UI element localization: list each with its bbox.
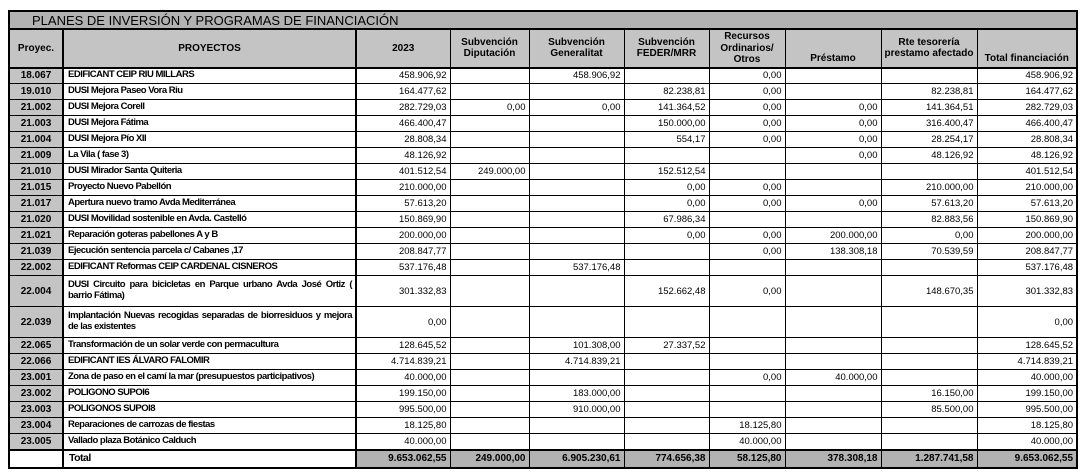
table-row [9,386,1077,402]
amount-cell [709,354,785,370]
amount-cell: 18.125,80 [709,418,785,434]
amount-cell: 82.238,81 [624,84,709,100]
amount-cell [529,276,624,307]
project-code: 19.010 [9,84,63,100]
amount-cell: 40.000,00 [977,370,1077,386]
amount-cell [881,164,977,180]
project-code: 23.002 [9,386,63,402]
amount-cell: 0,00 [709,132,785,148]
project-code: 21.009 [9,148,63,164]
amount-cell [529,84,624,100]
amount-cell: 282.729,03 [356,100,450,116]
amount-cell: 28.254,17 [881,132,977,148]
amount-cell: 210.000,00 [356,180,450,196]
project-name: Reparaciones de carrozas de fiestas [63,418,356,434]
amount-cell: 40.000,00 [356,434,450,450]
table-row [9,228,1077,244]
amount-cell: 152.662,48 [624,276,709,307]
project-code: 22.065 [9,338,63,354]
amount-cell [529,116,624,132]
project-name: La Vila ( fase 3) [63,148,356,164]
amount-cell: 0,00 [785,100,881,116]
project-name: EDIFICANT Reformas CEIP CARDENAL CISNEROS [63,260,356,276]
amount-cell [881,338,977,354]
amount-cell [881,68,977,84]
project-name: DUSI Mirador Santa Quiteria [63,164,356,180]
amount-cell: 150.869,90 [977,212,1077,228]
amount-cell [450,370,529,386]
amount-cell [529,212,624,228]
amount-cell [785,180,881,196]
amount-cell [881,260,977,276]
amount-cell [624,386,709,402]
amount-cell [785,338,881,354]
project-code: 21.004 [9,132,63,148]
project-name: Apertura nuevo tramo Avda Mediterránea [63,196,356,212]
amount-cell: 0,00 [450,100,529,116]
amount-cell: 537.176,48 [529,260,624,276]
amount-cell: 199.150,00 [356,386,450,402]
total-financiacion: 9.653.062,55 [977,450,1077,468]
amount-cell: 18.125,80 [356,418,450,434]
amount-cell: 200.000,00 [356,228,450,244]
amount-cell [709,212,785,228]
project-name: Implantación Nuevas recogidas separadas de biorresiduos y mejora de las existentes [63,307,356,338]
project-code: 21.039 [9,244,63,260]
amount-cell: 40.000,00 [785,370,881,386]
amount-cell [785,68,881,84]
amount-cell: 0,00 [977,307,1077,338]
project-code: 21.020 [9,212,63,228]
amount-cell: 995.500,00 [977,402,1077,418]
col-header-prestamo: Préstamo [785,29,881,68]
amount-cell [450,276,529,307]
amount-cell: 48.126,92 [977,148,1077,164]
amount-cell [450,260,529,276]
table-row [9,196,1077,212]
amount-cell: 152.512,54 [624,164,709,180]
amount-cell: 554,17 [624,132,709,148]
amount-cell: 537.176,48 [356,260,450,276]
amount-cell: 995.500,00 [356,402,450,418]
amount-cell [624,370,709,386]
amount-cell [450,228,529,244]
amount-cell: 458.906,92 [529,68,624,84]
amount-cell: 40.000,00 [977,434,1077,450]
amount-cell [450,386,529,402]
project-name: Vallado plaza Botánico Calduch [63,434,356,450]
project-code: 18.067 [9,68,63,84]
amount-cell: 4.714.839,21 [977,354,1077,370]
amount-cell: 210.000,00 [881,180,977,196]
table-row [9,180,1077,196]
col-header-proyectos: PROYECTOS [63,29,356,68]
project-name: DUSI Mejora Fátima [63,116,356,132]
total-label: Total [63,450,356,468]
col-header-subvencion-feder-mrr: Subvención FEDER/MRR [624,29,709,68]
total-recursos: 58.125,80 [709,450,785,468]
amount-cell: 164.477,62 [356,84,450,100]
project-name: POLIGONO SUPOI6 [63,386,356,402]
amount-cell: 40.000,00 [356,370,450,386]
amount-cell: 148.670,35 [881,276,977,307]
amount-cell [881,307,977,338]
amount-cell [624,68,709,84]
amount-cell: 150.869,90 [356,212,450,228]
amount-cell: 57.613,20 [881,196,977,212]
amount-cell: 0,00 [785,132,881,148]
col-header-proyec: Proyec. [9,29,63,68]
amount-cell: 208.847,77 [356,244,450,260]
table-row [9,148,1077,164]
col-header-subvencion-diputacion: Subvención Diputación [450,29,529,68]
amount-cell [624,148,709,164]
total-feder-mrr: 774.656,38 [624,450,709,468]
amount-cell: 200.000,00 [977,228,1077,244]
table-row [9,100,1077,116]
total-empty-cell [9,450,63,468]
total-rte-tesoreria: 1.287.741,58 [881,450,977,468]
amount-cell: 0,00 [785,148,881,164]
project-code: 23.005 [9,434,63,450]
amount-cell: 141.364,52 [624,100,709,116]
amount-cell: 537.176,48 [977,260,1077,276]
amount-cell [529,180,624,196]
table-row [9,370,1077,386]
amount-cell [624,418,709,434]
amount-cell [785,307,881,338]
project-name: EDIFICANT CEIP RIU MILLARS [63,68,356,84]
amount-cell [529,418,624,434]
table-row [9,244,1077,260]
amount-cell [881,354,977,370]
amount-cell: 0,00 [709,244,785,260]
project-name: DUSI Mejora Pío XII [63,132,356,148]
amount-cell [529,164,624,180]
amount-cell [785,402,881,418]
table-row [9,212,1077,228]
project-code: 21.021 [9,228,63,244]
amount-cell: 0,00 [709,100,785,116]
amount-cell [785,386,881,402]
amount-cell: 0,00 [709,180,785,196]
amount-cell: 27.337,52 [624,338,709,354]
amount-cell: 910.000,00 [529,402,624,418]
total-diputacion: 249.000,00 [450,450,529,468]
project-name: DUSI Circuito para bicicletas en Parque urbano Avda José Ortiz ( barrio Fátima) [63,276,356,307]
amount-cell: 48.126,92 [881,148,977,164]
project-code: 21.002 [9,100,63,116]
amount-cell [529,434,624,450]
table-body [9,68,1077,450]
project-name: Ejecución sentencia parcela c/ Cabanes ,17 [63,244,356,260]
table-row [9,68,1077,84]
table-row [9,132,1077,148]
amount-cell [529,370,624,386]
amount-cell [881,370,977,386]
amount-cell: 199.150,00 [977,386,1077,402]
amount-cell [450,196,529,212]
amount-cell [881,434,977,450]
amount-cell [709,148,785,164]
amount-cell [785,434,881,450]
amount-cell: 4.714.839,21 [529,354,624,370]
amount-cell: 18.125,80 [977,418,1077,434]
table-row [9,354,1077,370]
amount-cell: 301.332,83 [356,276,450,307]
total-prestamo: 378.308,18 [785,450,881,468]
amount-cell: 0,00 [624,180,709,196]
amount-cell [785,354,881,370]
amount-cell [624,434,709,450]
amount-cell: 141.364,51 [881,100,977,116]
amount-cell: 0,00 [356,307,450,338]
amount-cell: 138.308,18 [785,244,881,260]
investment-plans-table [8,10,1078,469]
amount-cell: 401.512,54 [977,164,1077,180]
col-header-recursos-ordinarios: Recursos Ordinarios/ Otros [709,29,785,68]
table-row [9,84,1077,100]
amount-cell [624,260,709,276]
amount-cell [624,307,709,338]
amount-cell: 0,00 [709,370,785,386]
amount-cell [450,418,529,434]
amount-cell [785,212,881,228]
project-code: 21.010 [9,164,63,180]
amount-cell: 458.906,92 [356,68,450,84]
amount-cell [709,307,785,338]
amount-cell [450,434,529,450]
project-code: 22.066 [9,354,63,370]
table-row [9,276,1077,307]
amount-cell: 70.539,59 [881,244,977,260]
amount-cell: 57.613,20 [977,196,1077,212]
amount-cell [709,386,785,402]
amount-cell: 0,00 [709,84,785,100]
table-row [9,116,1077,132]
amount-cell [450,132,529,148]
amount-cell [785,260,881,276]
amount-cell [529,307,624,338]
amount-cell: 0,00 [881,228,977,244]
project-code: 23.003 [9,402,63,418]
amount-cell [450,68,529,84]
table-row [9,402,1077,418]
col-header-total-financiacion: Total financiación [977,29,1077,68]
table-row [9,434,1077,450]
amount-cell: 0,00 [709,196,785,212]
project-name: Reparación goteras pabellones A y B [63,228,356,244]
table-title-row [9,11,1077,29]
amount-cell: 67.986,34 [624,212,709,228]
amount-cell [624,354,709,370]
column-header-row [9,29,1077,68]
amount-cell [785,164,881,180]
amount-cell: 0,00 [785,116,881,132]
amount-cell [450,148,529,164]
project-name: POLIGONOS SUPOI8 [63,402,356,418]
amount-cell: 82.238,81 [881,84,977,100]
amount-cell [450,244,529,260]
project-code: 22.002 [9,260,63,276]
project-name: DUSI Mejora Corell [63,100,356,116]
amount-cell: 28.808,34 [977,132,1077,148]
amount-cell: 0,00 [624,228,709,244]
amount-cell [624,244,709,260]
amount-cell: 301.332,83 [977,276,1077,307]
project-code: 21.017 [9,196,63,212]
project-code: 22.039 [9,307,63,338]
project-code: 23.004 [9,418,63,434]
amount-cell: 0,00 [529,100,624,116]
amount-cell: 0,00 [624,196,709,212]
amount-cell [709,338,785,354]
table-row [9,338,1077,354]
project-name: EDIFICANT IES ÁLVARO FALOMIR [63,354,356,370]
table-row [9,164,1077,180]
total-2023: 9.653.062,55 [356,450,450,468]
project-name: Zona de paso en el camí la mar (presupuestos participativos) [63,370,356,386]
amount-cell: 466.400,47 [356,116,450,132]
amount-cell: 40.000,00 [709,434,785,450]
amount-cell: 0,00 [709,228,785,244]
project-name: DUSI Mejora Paseo Vora Riu [63,84,356,100]
amount-cell [450,354,529,370]
amount-cell [709,260,785,276]
total-row [9,450,1077,468]
amount-cell: 150.000,00 [624,116,709,132]
amount-cell: 4.714.839,21 [356,354,450,370]
table-row [9,260,1077,276]
project-name: Transformación de un solar verde con permacultura [63,338,356,354]
amount-cell [785,84,881,100]
amount-cell: 208.847,77 [977,244,1077,260]
amount-cell [785,418,881,434]
amount-cell [529,228,624,244]
project-code: 23.001 [9,370,63,386]
col-header-subvencion-generalitat: Subvención Generalitat [529,29,624,68]
amount-cell: 466.400,47 [977,116,1077,132]
amount-cell: 128.645,52 [977,338,1077,354]
amount-cell: 200.000,00 [785,228,881,244]
amount-cell [450,307,529,338]
amount-cell [450,180,529,196]
amount-cell: 164.477,62 [977,84,1077,100]
amount-cell: 128.645,52 [356,338,450,354]
amount-cell [709,402,785,418]
amount-cell [450,116,529,132]
amount-cell [709,164,785,180]
project-name: Proyecto Nuevo Pabellón [63,180,356,196]
amount-cell: 282.729,03 [977,100,1077,116]
amount-cell: 101.308,00 [529,338,624,354]
amount-cell: 85.500,00 [881,402,977,418]
amount-cell: 0,00 [709,116,785,132]
amount-cell [450,402,529,418]
amount-cell [624,402,709,418]
amount-cell: 48.126,92 [356,148,450,164]
table-row [9,418,1077,434]
table-title: PLANES DE INVERSIÓN Y PROGRAMAS DE FINANCIACIÓN [9,11,1077,29]
project-code: 22.004 [9,276,63,307]
amount-cell [450,84,529,100]
amount-cell [529,132,624,148]
amount-cell: 401.512,54 [356,164,450,180]
col-header-2023: 2023 [356,29,450,68]
amount-cell [529,196,624,212]
table-row [9,307,1077,338]
amount-cell [450,212,529,228]
total-generalitat: 6.905.230,61 [529,450,624,468]
amount-cell [450,338,529,354]
amount-cell [785,276,881,307]
amount-cell: 183.000,00 [529,386,624,402]
amount-cell [881,418,977,434]
amount-cell: 28.808,34 [356,132,450,148]
amount-cell: 16.150,00 [881,386,977,402]
amount-cell: 0,00 [709,276,785,307]
project-code: 21.015 [9,180,63,196]
project-name: DUSI Movilidad sostenible en Avda. Castelló [63,212,356,228]
amount-cell: 82.883,56 [881,212,977,228]
amount-cell: 57.613,20 [356,196,450,212]
amount-cell: 249.000,00 [450,164,529,180]
col-header-rte-tesoreria: Rte tesorería prestamo afectado [881,29,977,68]
amount-cell: 0,00 [709,68,785,84]
amount-cell: 458.906,92 [977,68,1077,84]
amount-cell: 210.000,00 [977,180,1077,196]
amount-cell: 316.400,47 [881,116,977,132]
amount-cell: 0,00 [785,196,881,212]
amount-cell [529,244,624,260]
project-code: 21.003 [9,116,63,132]
amount-cell [529,148,624,164]
